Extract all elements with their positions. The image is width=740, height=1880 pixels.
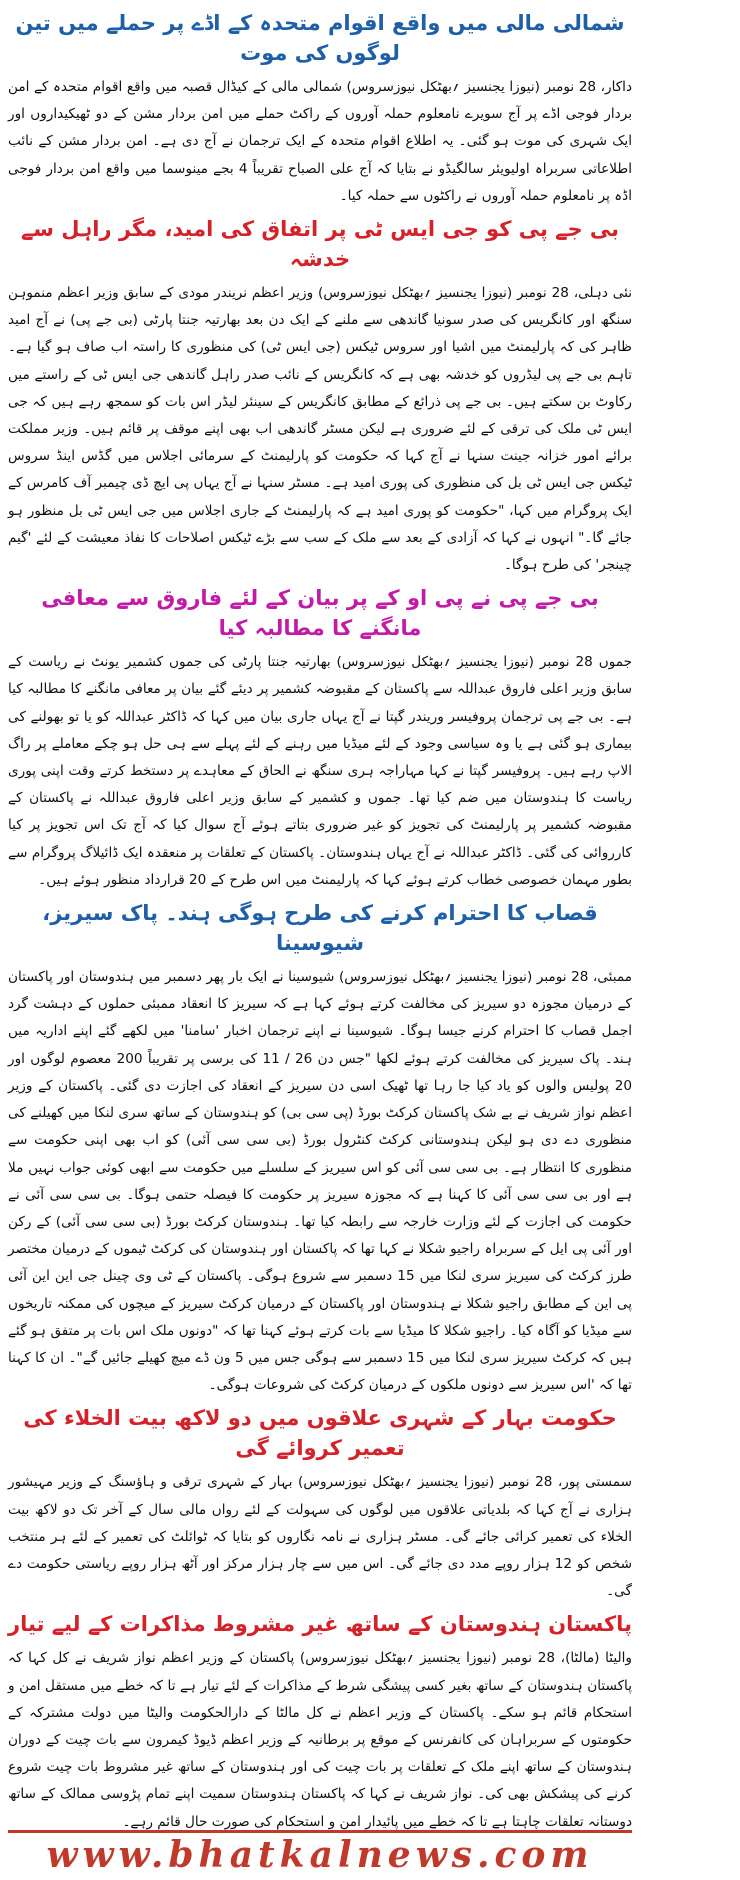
body-gst: نئی دہلی، 28 نومبر (نیوزا یجنسیز ؍بھٹکل نیوزسروس) وزیر اعظم نریندر مودی کے سابق وزیر اعظم منموہن سنگھ اور کانگریس کی صدر سونیا گاندھی سے ملنے کے ایک دن بعد بھارتیہ جنتا پارٹی (بی جے پی) نے آج امید ظاہر کی کہ پارلیمنٹ میں اشیا اور سروس ٹیکس (جی ایس ٹی) کی منظوری کا راستہ اب صاف ہو گیا ہے۔ تاہم بی جے پی لیڈروں کو خدشہ بھی ہے کہ کانگریس کے نائب صدر راہل گاندھی جی ایس ٹی کے راستے میں رکاوٹ بن سکتے ہیں۔ بی جے پی ذرائع کے مطابق کانگریس کے سینئر لیڈر اس بات کو سمجھ رہے ہیں کہ جی ایس ٹی ملک کی ترقی کے لئے ضروری ہے لیکن مسٹر گاندھی اب بھی اپنے موقف پر قائم ہیں۔ وزیر مملکت برائے امور خزانہ جینت سنہا نے آج کہا کہ حکومت کو پارلیمنٹ کے سرمائی اجلاس میں گڈس اینڈ سروس ٹیکس جی ایس ٹی بل کی منظوری کی پوری امید ہے۔ مسٹر سنہا نے آج یہاں پی ایچ ڈی چیمبر آف کامرس کے ایک پروگرام میں کہا، "حکومت کو پوری امید ہے کہ پارلیمنٹ کے جاری اجلاس میں جی ایس ٹی بل منظور ہو جائے گا۔" انہوں نے کہا کہ آزادی کے بعد سے ملک کے سب سے بڑے ٹیکس اصلاحات کا نفاذ معیشت کے لئے 'گیم چینجر' کی طرح ہوگا۔ (8, 285, 632, 574)
body-farooq-pok: جموں 28 نومبر (نیوزا یجنسیز ؍بھٹکل نیوزسروس) بھارتیہ جنتا پارٹی کی جموں کشمیر یونٹ نے ریاست کے سابق وزیر اعلی فاروق عبداللہ سے پاکستان کے مقبوضہ کشمیر پر دیئے گئے بیان پر معافی مانگنے کا مطالبہ کیا ہے۔ بی جے پی ترجمان پروفیسر وریندر گپتا نے آج یہاں جاری بیان میں کہا کہ ڈاکٹر عبداللہ کو یا تو بھولنے کی بیماری ہو گئی ہے یا وہ سیاسی وجود کے لئے میڈیا میں رہنے کے لئے پہلے سے ہی حل ہو چکے معاملے پر راگ الاپ رہے ہیں۔ پروفیسر گپتا نے کہا مہاراجہ ہری سنگھ نے الحاق کے معاہدے پر دستخط کرتے وقت اپنی پوری ریاست کا ہندوستان میں ضم کیا تھا۔ جموں و کشمیر کے سابق وزیر اعلی فاروق عبداللہ نے پاکستان کے مقبوضہ کشمیر پر پارلیمنٹ کی تجویز کو غیر ضروری بتاتے ہوئے آج سوال کیا کہ آج تک اس تجویز پر کیا کارروائی کی گئی۔ ڈاکٹر عبداللہ نے آج یہاں ہندوستان۔ پاکستان کے تعلقات پر منعقدہ ایک ڈائیلاگ پروگرام سے بطور مہمان خصوصی خطاب کرتے ہوئے کہا کہ پارلیمنٹ میں اس طرح کے 20 قرارداد منظور ہوئے ہیں۔ (8, 654, 632, 888)
article-farooq-pok (8, 583, 632, 894)
headline-bihar-toilets: حکومت بہار کے شہری علاقوں میں دو لاکھ بیت الخلاء کی تعمیر کروائے گی (23, 1406, 617, 1461)
headline-farooq-pok: بی جے پی نے پی او کے پر بیان کے لئے فاروق سے معافی مانگنے کا مطالبہ کیا (41, 586, 599, 641)
article-shivsena-series (8, 898, 632, 1399)
article-bihar-toilets (8, 1403, 632, 1605)
news-column (8, 8, 632, 1836)
site-watermark-link[interactable]: www.bhatkalnews.com (8, 1830, 632, 1877)
body-bihar-toilets: سمستی پور، 28 نومبر (نیوزا یجنسیز ؍بھٹکل نیوزسروس) بہار کے شہری ترقی و ہاؤسنگ کے وزیر مہیشور ہزاری نے آج کہا کہ بلدیاتی علاقوں میں لوگوں کی سہولت کے لئے رواں مالی سال کے آخر تک دو لاکھ بیت الخلاء کی تعمیر کرائی جائے گی۔ مسٹر ہزاری نے نامہ نگاروں کو بتایا کہ ٹوائلٹ کی تعمیر کے لئے ہر منتخب شخص کو 12 ہزار روپے مدد دی جائے گی۔ اس میں سے چار ہزار مرکز اور آٹھ ہزار روپے ریاستی حکومت دے گی۔ (8, 1474, 632, 1600)
headline-shivsena-series: قصاب کا احترام کرنے کی طرح ہوگی ہند۔ پاک سیریز، شیوسینا (42, 901, 598, 956)
article-gst (8, 214, 632, 579)
body-pakistan-talks: والیٹا (مالٹا)، 28 نومبر (نیوزا یجنسیز ؍بھٹکل نیوزسروس) پاکستان کے وزیر اعظم نواز شریف نے کل کہا کہ پاکستان ہندوستان کے ساتھ بغیر کسی پیشگی شرط کے مذاکرات کے لئے تیار ہے تا کہ خطے میں مستقل امن و استحکام قائم ہو سکے۔ پاکستان کے وزیر اعظم نے کل مالٹا کے دارالحکومت والیٹا میں دولت مشترکہ کے حکومتوں کے سربراہان کی کانفرنس کے موقع پر برطانیہ کے وزیر اعظم ڈیوڈ کیمرون سے بات چیت کے دوران ہندوستان کے ساتھ اپنے ملک کے تعلقات پر بات چیت کی اور ہندوستان کے ساتھ غیر مشروط بات چیت شروع کرنے کی پیشکش بھی کی۔ نواز شریف نے کہا کہ پاکستان ہندوستان سمیت اپنے تمام پڑوسی ممالک کے ساتھ دوستانہ تعلقات چاہتا ہے تا کہ خطے میں پائیدار امن و استحکام کی صورت حال قائم رہے۔ (8, 1650, 632, 1830)
headline-gst: بی جے پی کو جی ایس ٹی پر اتفاق کی امید، مگر راہل سے خدشہ (20, 217, 620, 272)
body-mali-attack: داکار، 28 نومبر (نیوزا یجنسیز ؍بھٹکل نیوزسروس) شمالی مالی کے کیڈال قصبہ میں واقع اقوام متحدہ کے امن بردار فوجی اڈے پر آج سویرے نامعلوم حملہ آوروں کے راکٹ حملے میں امن بردار مشن کے دو ٹھیکیداروں اور ایک شہری کی موت ہو گئی۔ یہ اطلاع اقوام متحدہ کے ایک ترجمان نے آج دی ہے۔ امن بردار مشن کے نائب اطلاعاتی سربراہ اولیویئر سالگیڈو نے بتایا کہ آج علی الصباح تقریباً 4 بجے مینوسما میں واقع امن بردار فوجی اڈہ پر نامعلوم حملہ آوروں نے راکٹوں سے حملہ کیا۔ (8, 79, 633, 204)
article-mali-attack (8, 8, 632, 210)
body-shivsena-series: ممبئی، 28 نومبر (نیوزا یجنسیز ؍بھٹکل نیوزسروس) شیوسینا نے ایک بار پھر دسمبر میں ہندوستان اور پاکستان کے درمیان مجوزہ دو سیریز کی مخالفت کرتے ہوئے کہا ہے کہ سیریز کا انعقاد ممبئی حملوں کے دہشت گرد اجمل قصاب کا احترام کرنے جیسا ہوگا۔ شیوسینا نے اپنے ترجمان اخبار 'سامنا' میں لکھے گئے اپنے اداریہ میں ہند۔ پاک سیریز کی مخالفت کرتے ہوئے لکھا "جس دن 26 / 11 کی برسی پر تقریباً 200 معصوم لوگوں اور 20 پولیس والوں کو یاد کیا جا رہا تھا ٹھیک اسی دن سیریز کے انعقاد کی اجازت دی گئی۔ پاکستان کے وزیر اعظم نواز شریف نے بے شک پاکستان کرکٹ بورڈ (پی سی بی) کو ہندوستان کے ساتھ سری لنکا میں کھیلنے کی منظوری دے دی ہو لیکن ہندوستانی کرکٹ کنٹرول بورڈ (بی سی سی آئی) کو اب بھی اپنی حکومت سے منظوری کا انتظار ہے۔ بی سی سی آئی کو اس سیریز کے سلسلے میں حکومت سے ابھی کوئی جواب نہیں ملا ہے اور بی سی سی آئی کا کہنا ہے کہ مجوزہ سیریز پر حکومت کا فیصلہ حتمی ہوگا۔ بی سی سی آئی نے حکومت کی اجازت کے لئے وزارت خارجہ سے رابطہ کیا تھا۔ ہندوستان کرکٹ بورڈ (بی سی سی آئی) کے رکن اور آئی پی ایل کے سربراہ راجیو شکلا نے کہا تھا کہ پاکستان اور ہندوستان کی کرکٹ ٹیموں کے درمیان مختصر طرز کرکٹ کی سیریز سری لنکا میں 15 دسمبر سے شروع ہوگی۔ پاکستان کے ٹی وی چینل جی این این آئی پی این کے مطابق راجیو شکلا نے ہندوستان اور پاکستان کے درمیان کرکٹ سیریز کے میچوں کی ممکنہ تاریخوں سے میڈیا کو آگاہ کیا۔ راجیو شکلا کا میڈیا سے بات کرتے ہوئے کہنا تھا کہ "دونوں ملک اس بات پر متفق ہو گئے ہیں کہ کرکٹ سیریز سری لنکا میں 15 دسمبر سے ہوگی جس میں 5 ون ڈے میچ کھیلے جائیں گے"۔ ان کا کہنا تھا کہ 'اس سیریز سے دونوں ملکوں کے درمیان کرکٹ کی شروعات ہوگی۔ (8, 969, 632, 1394)
article-pakistan-talks (8, 1609, 632, 1835)
headline-pakistan-talks: پاکستان ہندوستان کے ساتھ غیر مشروط مذاکرات کے لیے تیار (8, 1612, 632, 1637)
headline-mali-attack: شمالی مالی میں واقع اقوام متحدہ کے اڈے پر حملے میں تین لوگوں کی موت (15, 11, 625, 65)
